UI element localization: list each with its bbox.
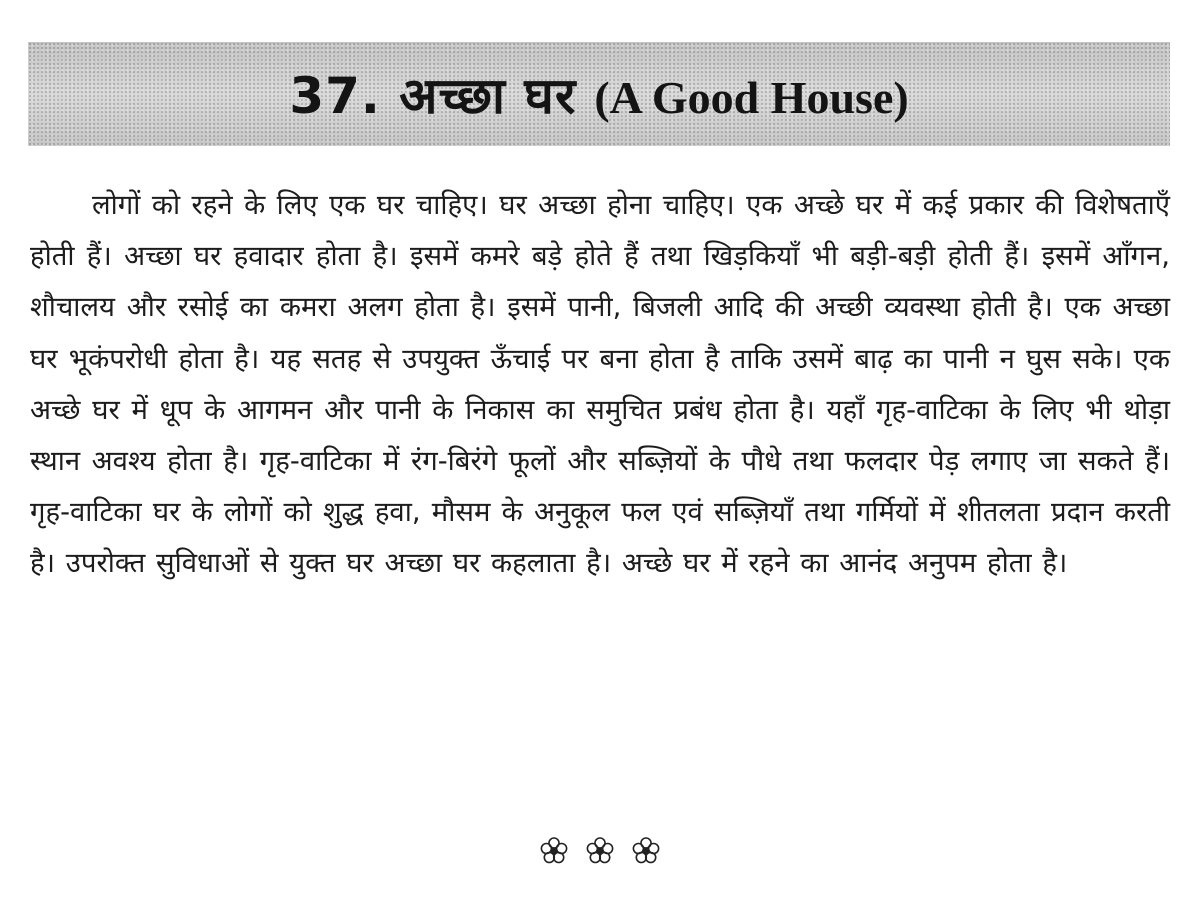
flower-icon	[539, 836, 569, 866]
end-ornaments	[0, 836, 1200, 866]
title-english: (A Good House)	[594, 72, 909, 123]
title-banner	[28, 42, 1170, 146]
flower-icon	[631, 836, 661, 866]
essay-paragraph: लोगों को रहने के लिए एक घर चाहिए। घर अच्छा होना चाहिए। एक अच्छे घर में कई प्रकार की विशेषताएँ होती हैं। अच्छा घर हवादार होता है। इसमें कमरे बड़े होते हैं तथा खिड़कियाँ भी बड़ी-बड़ी होती हैं। इसमें आँगन, शौचालय और रसोई का कमरा अलग होता है। इसमें पानी, बिजली आदि की अच्छी व्यवस्था होती है। एक अच्छा घर भूकंपरोधी होता है। यह सतह से उपयुक्त ऊँचाई पर बना होता है ताकि उसमें बाढ़ का पानी न घुस सके। एक अच्छे घर में धूप के आगमन और पानी के निकास का समुचित प्रबंध होता है। यहाँ गृह-वाटिका के लिए भी थोड़ा स्थान अवश्य होता है। गृह-वाटिका में रंग-बिरंगे फूलों और सब्ज़ियों के पौधे तथा फलदार पेड़ लगाए जा सकते हैं। गृह-वाटिका घर के लोगों को शुद्ध हवा, मौसम के अनुकूल फल एवं सब्ज़ियाँ तथा गर्मियों में शीतलता प्रदान करती है। उपरोक्त सुविधाओं से युक्त घर अच्छा घर कहलाता है। अच्छे घर में रहने का आनंद अनुपम होता है।	[30, 189, 1171, 580]
title-hindi: 37. अच्छा घर	[289, 67, 577, 125]
page-title	[289, 60, 908, 128]
flower-icon	[585, 836, 615, 866]
